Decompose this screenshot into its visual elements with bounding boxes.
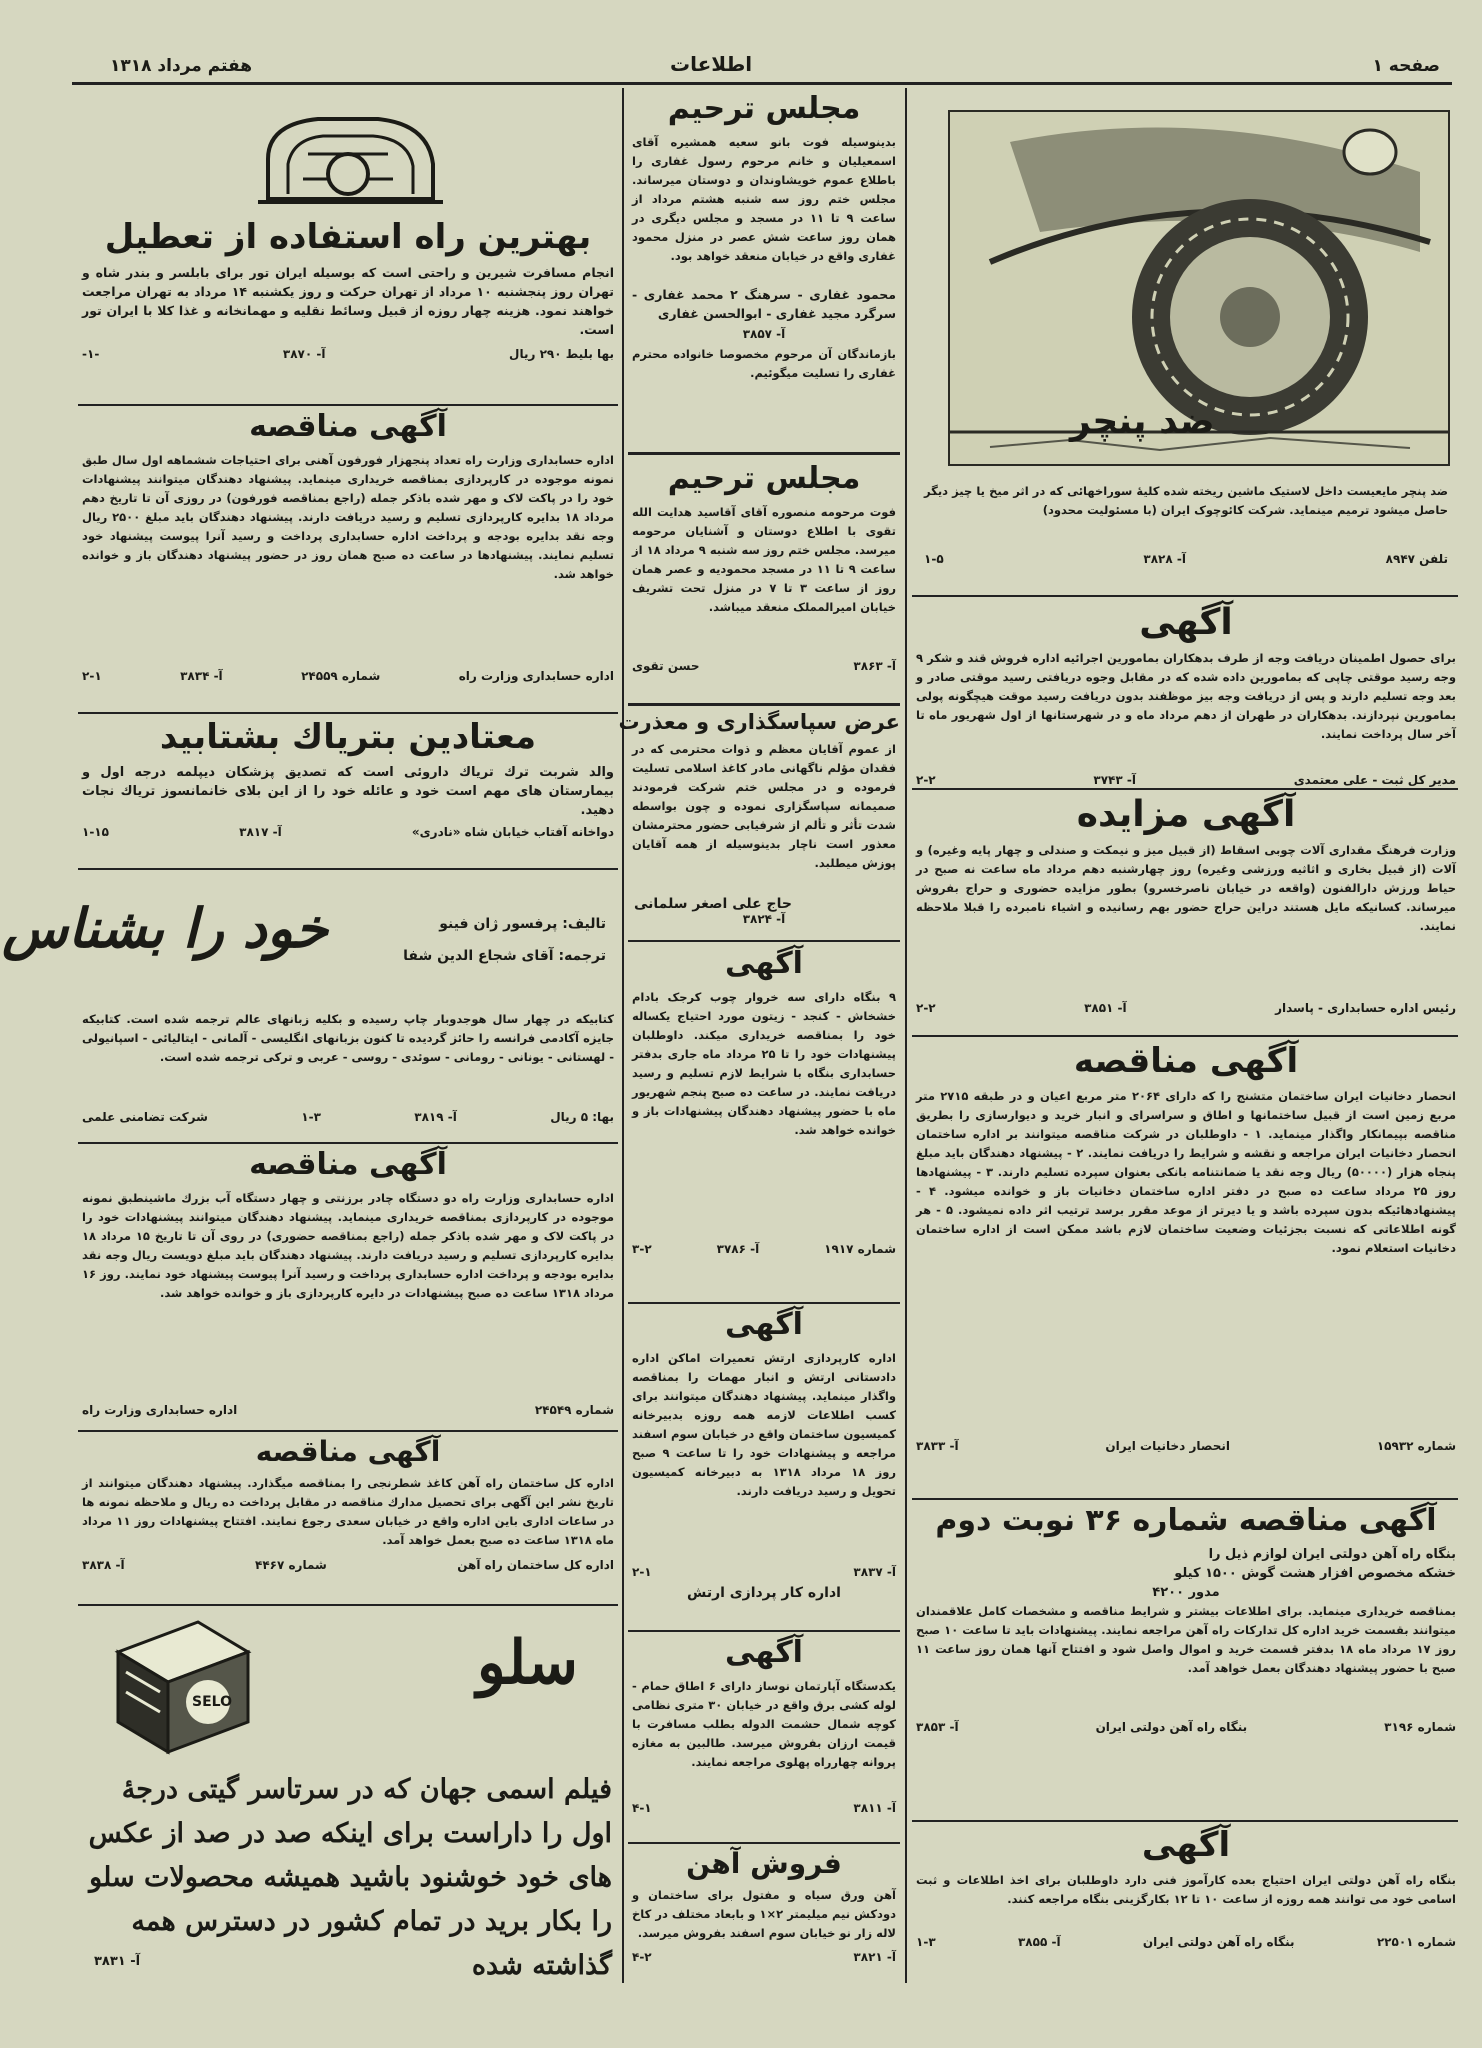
apology-signer: حاج علی اصغر سلمانی (634, 896, 792, 913)
mourning1-names: محمود غفاری - سرهنگ ۲ محمد غفاری - سرگرد مجید غفاری - ابوالحسن غفاری (632, 286, 896, 321)
issue-date: هفتم مرداد ۱۳۱۸ (110, 56, 253, 76)
travel-ad (78, 90, 618, 402)
mourning2-title: مجلس ترحیم (667, 461, 861, 496)
road-finance-title: آگهی مناقصه (249, 409, 447, 444)
tea-notice-code: آ- ۳۷۴۳ (1093, 773, 1136, 788)
opium-code: آ- ۳۸۱۷ (239, 825, 282, 840)
travel-ref: -۱- (82, 347, 100, 362)
tea-notice-ad (912, 600, 1460, 788)
tire-footer (924, 550, 1448, 568)
apology-ad (618, 708, 900, 938)
railway-notice-ad (912, 1824, 1460, 1984)
rule (628, 940, 900, 942)
army-title: آگهی (725, 1307, 803, 1342)
tire-code: آ- ۳۸۲۸ (1143, 552, 1186, 566)
rail-construction-title: آگهی مناقصه (255, 1435, 441, 1468)
iron-sale-ad (628, 1846, 900, 1986)
iron-sale-title: فروش آهن (686, 1847, 842, 1880)
rule (912, 788, 1458, 790)
mourning2-signer: حسن تقوی (632, 658, 700, 673)
railway-notice-signer: بنگاه راه آهن دولتی ایران (1142, 1935, 1295, 1950)
tire-caption: ضد پنچر مایعیست داخل لاستیک ماشین ریخته شده کلیهٔ سوراخهائی که در اثر میخ یا چیز دیگر حاصل میشود ترمیم مینماید. شرکت کائوچوک ایران (با مسئولیت محدود) (924, 484, 1448, 517)
road-equipment-number: شماره ۲۴۵۴۹ (534, 1402, 614, 1417)
book-publisher: شرکت تضامنی علمی (82, 1110, 208, 1124)
book-author: تالیف: پرفسور ژان فینو (439, 916, 606, 932)
apartment-title: آگهی (725, 1635, 803, 1670)
apartment-ad (628, 1634, 900, 1839)
tea-notice-body: برای حصول اطمینان دریافت وجه از طرف بدهکاران بمامورین اجرائیه اداره فروش قند و شکر ۹ وجه رسید موقتی چاپی که بمامورین داده شده که در مقابل وجوه دریافتی رسید موقتی صادر و بعد وجه تسلیم دارند و پس از دریافت وجه بیز موظفند بدون دریافت رسید موقت هیچگونه پولی بمامورین نپردازند. بدهکاران در طهران از دهم مرداد ماه و در شهرستانها از اول شهریور ماه تا آخر سال پرداخت نمایند. (916, 651, 1456, 742)
road-equipment-body: اداره حسابداری وزارت راه دو دستگاه چادر برزنتی و چهار دستگاه آب بزرك ماشینطبق نمونه موجوده در کارپردازی بمناقصه خریداری مینماید. پیشنهاد دهندگان میتوانند پیشنهادات خود را در پاکت لاک و مهر شده باذکر جمله (راجع بمناقصه حضوری) در روی آن تا تاریخ ۱۵ مرداد ۱۸ بدایره کارپردازی تسلیم و رسید دریافت دارند. پیشنهاد دهندگان باید مبلغ دویست ریال وجه نقد بدایره بودجه و پرداخت اداره حسابداری پرداخت و رسید آنرا پیوست پیشنهاد خود نمایند. روز ۱۶ مرداد ۱۳۱۸ ساعت ده صبح پیشنهادات در دایره کارپردازی باز و خوانده خواهد شد. (82, 1190, 614, 1300)
mourning1-body: بدینوسیله فوت بانو سعیه همشیره آقای اسمعیلیان و خانم مرحوم رسول غفاری را باطلاع عموم خویشاوندان و دوستان میرساند. مجلس ختم روز سه شنبه هشتم مرداد از ساعت ۹ تا ۱۱ در مسجد و مجلس دیگری در همان روز ساعت شش عصر در منزل محمود غفاری واقع در خیابان منعقد خواهد بود. (632, 134, 896, 263)
timber-code: آ- ۳۷۸۶ (716, 1241, 760, 1256)
mourning-ad-2 (628, 460, 900, 700)
railway-tender-sub2: خشکه مخصوص افزار هشت گوش ۱۵۰۰ کیلو (1174, 1565, 1456, 1581)
auction-title: آگهی مزایده (1076, 794, 1296, 835)
road-finance-signer: اداره حسابداری وزارت راه (458, 668, 614, 683)
railway-tender-sub3: مدور ۴۲۰۰ (1152, 1584, 1220, 1600)
tire-ref: ۱-۵ (924, 552, 944, 566)
rail-construction-body: اداره کل ساختمان راه آهن کاغذ شطرنجی را بمناقصه میگذارد. پیشنهاد دهندگان میتوانند از تاریخ نشر این آگهی برای تحصیل مدارك مناقصه در مقابل پرداخت ده ریال و ملاحظه نمونه ها در ساعات اداری باین اداره واقع در خیابان سعدی رجوع نمایند. افتتاح پیشنهادات روز ۱۱ مرداد ماه ۱۳۱۸ ساعت ده صبح بعمل خواهد آمد. (82, 1476, 614, 1548)
timber-body: ۹ بنگاه دارای سه خروار چوب کرجک بادام خشخاش - کنجد - زیتون مورد احتیاج یکساله خود را بمناقصه خریداری میکند. داوطلبان پیشنهادات خود را تا ۲۵ مرداد ماه جاری بدفتر حسابداری بنگاه با شرایط لازم تسلیم و رسید دریافت نمایند. در ساعت ده صبح پنجم شهریور ماه با حضور پیشنهاد دهندگان پیشنهادات باز و خوانده خواهد شد. (632, 989, 896, 1137)
rule (912, 1035, 1458, 1037)
road-equipment-tender-ad (78, 1146, 618, 1428)
tobacco-tender-code: آ- ۳۸۳۳ (916, 1439, 959, 1454)
mourning1-title: مجلس ترحیم (667, 91, 861, 126)
iron-sale-code: آ- ۳۸۲۱ (853, 1950, 896, 1965)
railway-notice-number: شماره ۲۲۵۰۱ (1376, 1935, 1456, 1950)
locomotive-icon (248, 104, 448, 214)
timber-ref: ۳-۲ (632, 1241, 652, 1256)
tea-notice-signer: مدیر کل ثبت - علی معتمدی (1293, 773, 1456, 788)
tea-notice-title: آگهی (1139, 602, 1233, 643)
tobacco-tender-signer: انحصار دخانیات ایران (1105, 1439, 1231, 1454)
opium-ref: ۱-۱۵ (82, 825, 109, 840)
book-translator: ترجمه: آقای شجاع الدین شفا (403, 948, 606, 964)
rule (78, 1142, 618, 1144)
book-code: آ- ۳۸۱۹ (414, 1110, 457, 1124)
film-text: فیلم اسمی جهان که در سرتاسر گیتی درجهٔ اول را داراست برای اینکه صد در صد از عکس های خود خوشنود باشید همیشه محصولات سلو را بکار برید در تمام کشور در دسترس همه گذاشته شده (88, 1774, 612, 1981)
tire-ad (912, 90, 1460, 590)
film-brand: سلو (476, 1628, 578, 1698)
road-equipment-title: آگهی مناقصه (249, 1147, 447, 1182)
timber-number: شماره ۱۹۱۷ (824, 1241, 896, 1256)
railway-tender-sub1: بنگاه راه آهن دولتی ایران لوازم ذیل را (1208, 1546, 1456, 1562)
rail-construction-signer: اداره کل ساختمان راه آهن (457, 1558, 614, 1573)
film-code: آ- ۳۸۳۱ (94, 1954, 141, 1969)
opium-title: معتادین بتریاك بشتابید (159, 717, 537, 757)
tire-illustration (948, 110, 1450, 466)
travel-body: انجام مسافرت شیرین و راحتی است که بوسیله ایران تور برای بابلسر و بندر شاه و تهران روز پنجشنبه ۱۰ مرداد از تهران حرکت و روز یکشنبه ۱۴ مرداد به تهران مراجعت خواهند نمود. هزینه چهار روزه از قبیل وسائط نقلیه و مهمانخانه و غذا کلا با ایران تور است. (82, 265, 614, 338)
film-box-icon (108, 1612, 258, 1762)
apartment-code: آ- ۳۸۱۱ (853, 1800, 896, 1815)
tire-brand-art: ضد پنچر (1070, 401, 1215, 442)
rule (628, 452, 900, 455)
rule (78, 404, 618, 406)
rule (78, 1604, 618, 1606)
road-finance-ref: ۲-۱ (82, 668, 102, 683)
railway-tender-title: آگهی مناقصه شماره ۳۶ نوبت دوم (935, 1503, 1437, 1538)
army-code: آ- ۳۸۳۷ (853, 1564, 896, 1579)
column-divider-left (622, 88, 624, 1983)
tobacco-tender-body: انحصار دخانیات ایران ساختمان متشنج را که دارای ۲۰۶۴ متر مربع اعیان و در طبقه ۲۷۱۵ متر مربع زمین است از قبیل ساختمانها و اطاق و سراسرای و انبار خرید و دیوارسازی را بطریق مناقصه بپیمانکار واگذار مینماید. ۱ - داوطلبان در شرکت مناقصه میتوانند بر اداره ساختمان انحصار دخانیات ایران مراجعه و نقشه و شرایط را دریافت نمایند. ۲ - پیشنهاد دهندگان باید مبلغ پنجاه هزار (۵۰۰۰۰) ریال وجه نقد یا ضمانتنامه بانکی بعنوان سپرده تسلیم دارند. ۳ - پیشنهادها روز ۲۵ مرداد ساعت ده صبح در دفتر اداره ساختمان دخانیات باز و خوانده میشود. ۴ - پیشنهادهائیکه بدون سپرده باشد و یا دیرتر از موعد مقرر برسد ترتیب اثر داده نمیشود. ۵ - هر گونه اطلاعاتی که نسبت بجزئیات وضعیت ساختمان لازم باشد ممکن است از اداره ساختمان دخانیات استعلام نمود. (916, 1089, 1456, 1256)
rule (628, 703, 900, 706)
rule (628, 1630, 900, 1632)
mourning1-closing: بازماندگان آن مرحوم مخصوصا خانواده محترم غفاری را تسلیت میگوئیم. (632, 346, 896, 380)
road-finance-number: شماره ۲۴۵۵۹ (301, 668, 381, 683)
railway-notice-ref: ۱-۳ (916, 1935, 936, 1950)
rule (78, 868, 618, 870)
book-body: کتابیکه در چهار سال هوجدوبار چاپ رسیده و بکلیه زبانهای عالم ترجمه شده است. کتابیکه جایزه آکادمی فرانسه را حائز گردیده تا کنون بزبانهای انگلیسی - آلمانی - ایتالیائی - اسپانیولی - لهستانی - یونانی - رومانی - سوئدی - روسی - عربی و ترکی ترجمه شده است. (82, 1012, 614, 1064)
auction-signer: رئیس اداره حسابداری - پاسدار (1275, 1001, 1456, 1016)
road-finance-body: اداره حسابداری وزارت راه تعداد پنجهزار فورفون آهنی برای احتیاجات ششماهه اول سال طبق نمونه موجوده در کارپردازی بمناقصه خریداری مینماید. پیشنهاد دهندگان میتوانند پیشنهادات خود را در پاکت لاک و مهر شده باذکر جمله (راجع بمناقصه فورفون) در روزی آن تا تاریخ دهم مرداد ۱۸ بدایره کارپردازی تسلیم و رسید دریافت دارند. پیشنهاد دهندگان باید مبلغ ۲۵۰۰ ریال وجه نقد بدایره بودجه و پرداخت اداره حسابداری پرداخت و رسید آنرا پیوست پیشنهاد خود تسلیم نمایند. پیشنهادها در ساعت ده صبح همان روز در حضور پیشنهاد دهندگان باز و خوانده خواهد شد. (82, 452, 614, 581)
apartment-body: یکدستگاه آپارتمان نوساز دارای ۶ اطاق حمام - لوله کشی برق واقع در خیابان ۳۰ متری نظامی کوچه شمال حشمت الدوله بطلب مسافرت با قیمت ارزان بفروش میرسد. طالبین به مغازه پروانه چهارراه پهلوی مراجعه نمایند. (632, 1678, 897, 1769)
auction-code: آ- ۳۸۵۱ (1084, 1001, 1127, 1016)
rule (912, 1498, 1458, 1500)
opium-ad (78, 716, 618, 866)
mourning1-code: آ- ۳۸۵۷ (742, 326, 786, 341)
film-box-label: SELO (192, 1694, 232, 1710)
railway-tender-number: شماره ۳۱۹۶ (1384, 1719, 1456, 1734)
book-price: بها: ۵ ریال (550, 1110, 614, 1124)
apology-code: آ- ۳۸۲۴ (742, 912, 786, 927)
rule (912, 1820, 1458, 1822)
tea-notice-ref: ۲-۲ (916, 773, 936, 788)
auction-ad (912, 792, 1460, 1032)
rail-construction-code: آ- ۳۸۳۸ (82, 1558, 125, 1573)
railway-tender-ad (912, 1502, 1460, 1817)
railway-notice-title: آگهی (1141, 1825, 1231, 1865)
iron-sale-body: آهن ورق سیاه و مفتول برای ساختمان و دودکش نیم میلیمتر ۲×۱ و بابعاد مختلف در کاخ لاله زار نو خیابان سوم اسفند بفروش میرسد. (632, 1888, 897, 1941)
page-number: صفحه ۱ (1372, 56, 1440, 76)
rule (912, 595, 1458, 597)
army-ad (628, 1306, 900, 1628)
timber-ad (628, 945, 900, 1300)
travel-price: بها بلیط ۲۹۰ ریال (509, 347, 614, 362)
opium-body: والد شربت ترك تریاك داروئی است که تصدیق پزشکان دیپلمه درجه اول و بیمارستان های مهم است خود و عائله خود را از این بلای خانمانسوز تریاك نجات دهید. (82, 765, 614, 819)
army-body: اداره کارپردازی ارتش تعمیرات اماکن اداره دادستانی ارتش و انبار مهمات را بمناقصه واگذار مینماید. پیشنهاد دهندگان میتوانند برای کسب اطلاعات لازمه همه روزه بدبیرخانه کمیسیون ساختمان واقع در خیابان سوم اسفند مراجعه و پیشنهادات خود را تا ساعت ۹ صبح روز ۱۸ مرداد ۱۳۱۸ به دبیرخانه کمیسیون تحویل و رسید دریافت دارند. (632, 1350, 896, 1498)
tobacco-tender-number: شماره ۱۵۹۳۲ (1376, 1439, 1456, 1454)
tobacco-tender-ad (912, 1040, 1460, 1495)
timber-title: آگهی (725, 946, 803, 981)
book-ad (2, 872, 618, 1140)
army-ref: ۲-۱ (632, 1564, 652, 1579)
book-ref: ۱-۳ (301, 1110, 321, 1124)
road-finance-code: آ- ۳۸۳۴ (180, 668, 223, 683)
rail-construction-tender-ad (78, 1434, 618, 1602)
mourning2-code: آ- ۳۸۶۳ (853, 658, 896, 673)
tobacco-tender-title: آگهی مناقصه (1073, 1041, 1299, 1081)
iron-sale-ref: ۴-۲ (632, 1950, 652, 1965)
mourning2-body: فوت مرحومه منصوره آقای آقاسید هدایت الله تقوی با اطلاع دوستان و آشنایان مرحومه میرسد. مجلس ختم روز سه شنبه ۹ مرداد ۱۸ از ساعت ۹ تا ۱۱ در مسجد محمودیه و عصر همان روز از ساعت ۳ تا ۷ در منزل تحت تشریف خیابان امیرالمملک منعقد میباشد. (632, 504, 896, 614)
apartment-ref: ۴-۱ (632, 1800, 652, 1815)
rail-construction-number: شماره ۴۴۶۷ (255, 1558, 327, 1573)
film-box-illustration (108, 1612, 258, 1762)
railway-tender-body: بمناقصه خریداری مینماید. برای اطلاعات بیشتر و شرایط مناقصه و مشخصات کامل علاقمندان میتوانند بقسمت خرید اداره کل تدارکات راه آهن مراجعه نمایند. پیشنهادات باید تا ساعت ۱۰ صبح روز ۱۷ مرداد ماه ۱۸ بدفتر قسمت خرید و اموال واصل شود و افتتاح آنها همان روز ساعت ۱۱ صبح با حضور پیشنهاد دهندگان بعمل خواهد آمد. (916, 1603, 1456, 1675)
apology-body: از عموم آقایان معظم و ذوات محترمی که در فقدان مؤلم ناگهانی مادر کاغذ اسلامی تسلیت فرموده و در مجلس ختم شرکت فرمودند صمیمانه سپاسگزاری نموده و چون بواسطه شدت تأثر و تألم از شرفیابی حضور محترمشان معذور است ناچار بدینوسیله از همه آقایان پوزش میطلبد. (632, 742, 896, 871)
railway-notice-body: بنگاه راه آهن دولتی ایران احتیاج بعده کارآموز فنی دارد داوطلبان برای اخذ اطلاعات و ثبت اسامی خود می توانند همه روزه از ساعت ۱۰ تا ۱۲ بکارگزینی بنگاه مراجعه کنند. (916, 1873, 1456, 1907)
mourning-ad-1 (628, 90, 900, 442)
railway-notice-code: آ- ۳۸۵۵ (1017, 1935, 1061, 1950)
film-ad (78, 1608, 618, 1984)
rule (628, 1842, 900, 1844)
book-title: خود را بشناس (2, 896, 328, 960)
army-signer: اداره کار پردازی ارتش (687, 1584, 841, 1601)
rule (78, 1430, 618, 1432)
tire-phone: تلفن ۸۹۴۷ (1385, 552, 1448, 566)
masthead-rule (72, 82, 1452, 85)
road-finance-tender-ad (78, 408, 618, 708)
travel-title: بهترین راه استفاده از تعطیل (104, 217, 592, 257)
rule (78, 712, 618, 714)
auction-body: وزارت فرهنگ مقداری آلات چوبی اسقاط (از قبیل میز و نیمکت و صندلی و چهار پایه وغیره) و آلات (از قبیل بخاری و اثاثیه ورزشی وغیره) روز چهارشنبه دهم مرداد ماه ساعت نه صبح در حیاط ورزش دارالفنون (واقعه در خیابان ناصرخسرو) بطور مزایده حضوری و حراج بفروش میرساند. کسانیکه مایل هستند دراین حراج حضور بهم رسانیده و اشیاء نامبرده را قبلا ملاحظه نمایند. (916, 843, 1456, 934)
apology-title: عرض سپاسگذاری و معذرت (618, 710, 900, 734)
railway-tender-code: آ- ۳۸۵۳ (916, 1719, 959, 1734)
opium-store: دواخانه آفتاب خیابان شاه «نادری» (411, 825, 614, 840)
travel-code: آ- ۳۸۷۰ (282, 347, 326, 362)
masthead (70, 52, 1450, 82)
rule (628, 1302, 900, 1304)
column-divider-right (905, 88, 907, 1983)
road-equipment-signer: اداره حسابداری وزارت راه (82, 1402, 238, 1417)
auction-ref: ۲-۲ (916, 1001, 936, 1016)
railway-tender-signer: بنگاه راه آهن دولتی ایران (1095, 1719, 1248, 1734)
paper-title: اطلاعات (670, 52, 753, 76)
